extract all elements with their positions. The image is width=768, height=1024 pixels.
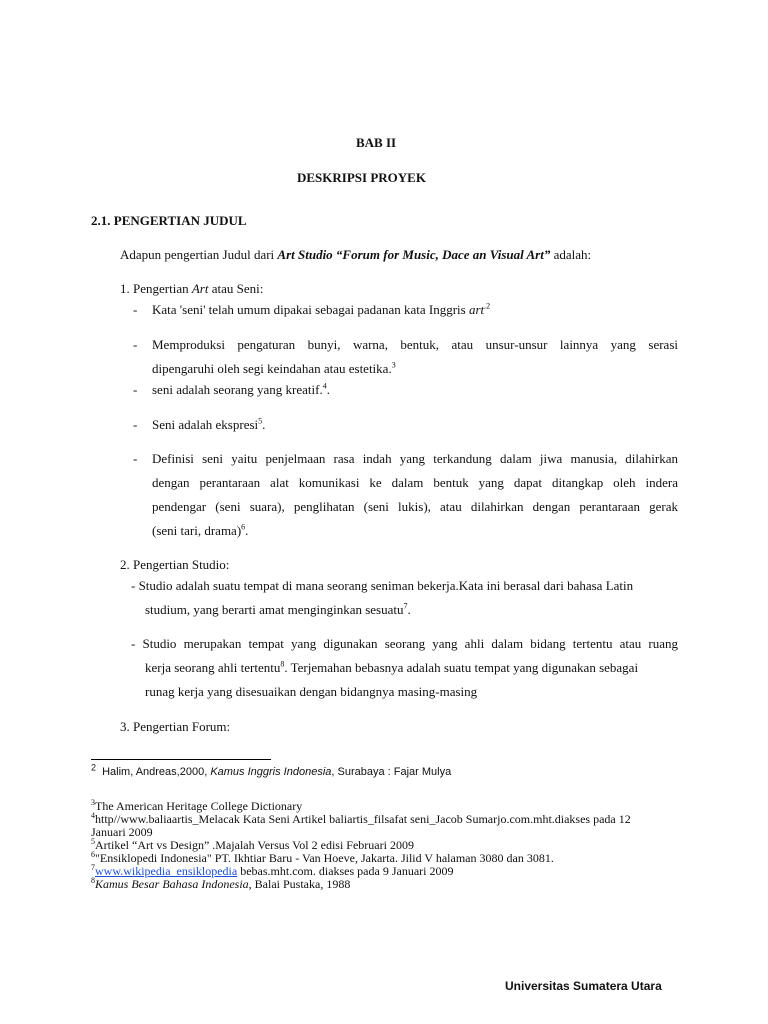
bullet-4-text: Seni adalah ekspresi$^5$.	[152, 416, 266, 432]
bullet-dash: -	[133, 451, 138, 466]
footnote-2: $^2$ Halim, Andreas,2000, Kamus Inggris Indonesia, Surabaya : Fajar Mulya	[91, 762, 452, 778]
intro-paragraph: Adapun pengertian Judul dari Art Studio “Forum for Music, Dace an Visual Art” adalah:	[120, 247, 592, 262]
studio-para-2-line-2: kerja seorang ahli tertentu$^8$. Terjemahan bebasnya adalah suatu tempat yang digunakan sebagai	[145, 659, 639, 675]
bullet-1-text: Kata 'seni' telah umum dipakai sebagai padanan kata Inggris art$^{.2}$	[152, 301, 491, 317]
footnote-4-line-1: $^4$http//www.baliaartis_Melacak Kata Seni Artikel baliartis_filsafat seni_Jacob Sumarjo.com.mht.diakses pada 12	[91, 811, 631, 826]
footer-university: Universitas Sumatera Utara	[505, 979, 662, 993]
footnote-8: $^8$Kamus Besar Bahasa Indonesia, Balai Pustaka, 1988	[91, 876, 351, 891]
footnote-6: $^6$"Ensiklopedi Indonesia" PT. Ikhtiar Baru - Van Hoeve, Jakarta. Jilid V halaman 3080 dan 3081.	[91, 850, 554, 865]
chapter-number: BAB II	[356, 135, 397, 150]
intro-title: Art Studio “Forum for Music, Dace an Visual Art”	[277, 247, 551, 262]
footnote-5: $^5$Artikel “Art vs Design” .Majalah Versus Vol 2 edisi Februari 2009	[91, 837, 414, 852]
bullet-dash: -	[133, 382, 138, 397]
studio-para-1-line-1: - Studio adalah suatu tempat di mana seorang seniman bekerja.Kata ini berasal dari bahasa Latin	[131, 578, 634, 593]
wikipedia-link[interactable]: www.wikipedia_ensiklopedia	[95, 864, 238, 878]
bullet-dash: -	[133, 337, 138, 352]
list-item-1-label: 1. Pengertian Art atau Seni:	[120, 281, 264, 296]
bullet-5-line-3: pendengar (seni suara), penglihatan (seni lukis), atau dilahirkan dengan perantaraan gerak	[152, 499, 678, 514]
bullet-dash: -	[133, 302, 138, 317]
footnote-7: $^7$www.wikipedia_ensiklopedia bebas.mht.com. diakses pada 9 Januari 2009	[91, 863, 454, 878]
studio-para-1-line-2: studium, yang berarti amat menginginkan sesuatu$^7$.	[145, 601, 411, 617]
studio-para-2-line-3: runag kerja yang disesuaikan dengan bidangnya masing-masing	[145, 684, 478, 699]
footnote-separator	[91, 759, 271, 760]
bullet-5-line-1: Definisi seni yaitu penjelmaan rasa indah yang terkandung dalam jiwa manusia, dilahirkan	[152, 451, 678, 466]
bullet-2-line-2: dipengaruhi oleh segi keindahan atau estetika.$^3$	[152, 360, 396, 376]
list-item-2-label: 2. Pengertian Studio:	[120, 557, 230, 572]
bullet-3-text: seni adalah seorang yang kreatif.$^4$.	[152, 381, 330, 397]
studio-para-2-line-1: - Studio merupakan tempat yang digunakan seorang yang ahli dalam bidang tertentu atau ruang	[131, 636, 678, 651]
footnote-3: $^3$The American Heritage College Dictionary	[91, 798, 303, 813]
bullet-5-line-4: (seni tari, drama)$^6$.	[152, 522, 249, 538]
section-title: 2.1. PENGERTIAN JUDUL	[91, 213, 247, 228]
bullet-2-line-1: Memproduksi pengaturan bunyi, warna, bentuk, atau unsur-unsur lainnya yang serasi	[152, 337, 678, 352]
bullet-5-line-2: dengan perantaraan alat komunikasi ke dalam bentuk yang dapat ditangkap oleh indera	[152, 475, 678, 490]
chapter-title: DESKRIPSI PROYEK	[297, 170, 426, 185]
footnote-4-line-2: Januari 2009	[91, 825, 153, 839]
list-item-3-label: 3. Pengertian Forum:	[120, 719, 231, 734]
bullet-dash: -	[133, 417, 138, 432]
